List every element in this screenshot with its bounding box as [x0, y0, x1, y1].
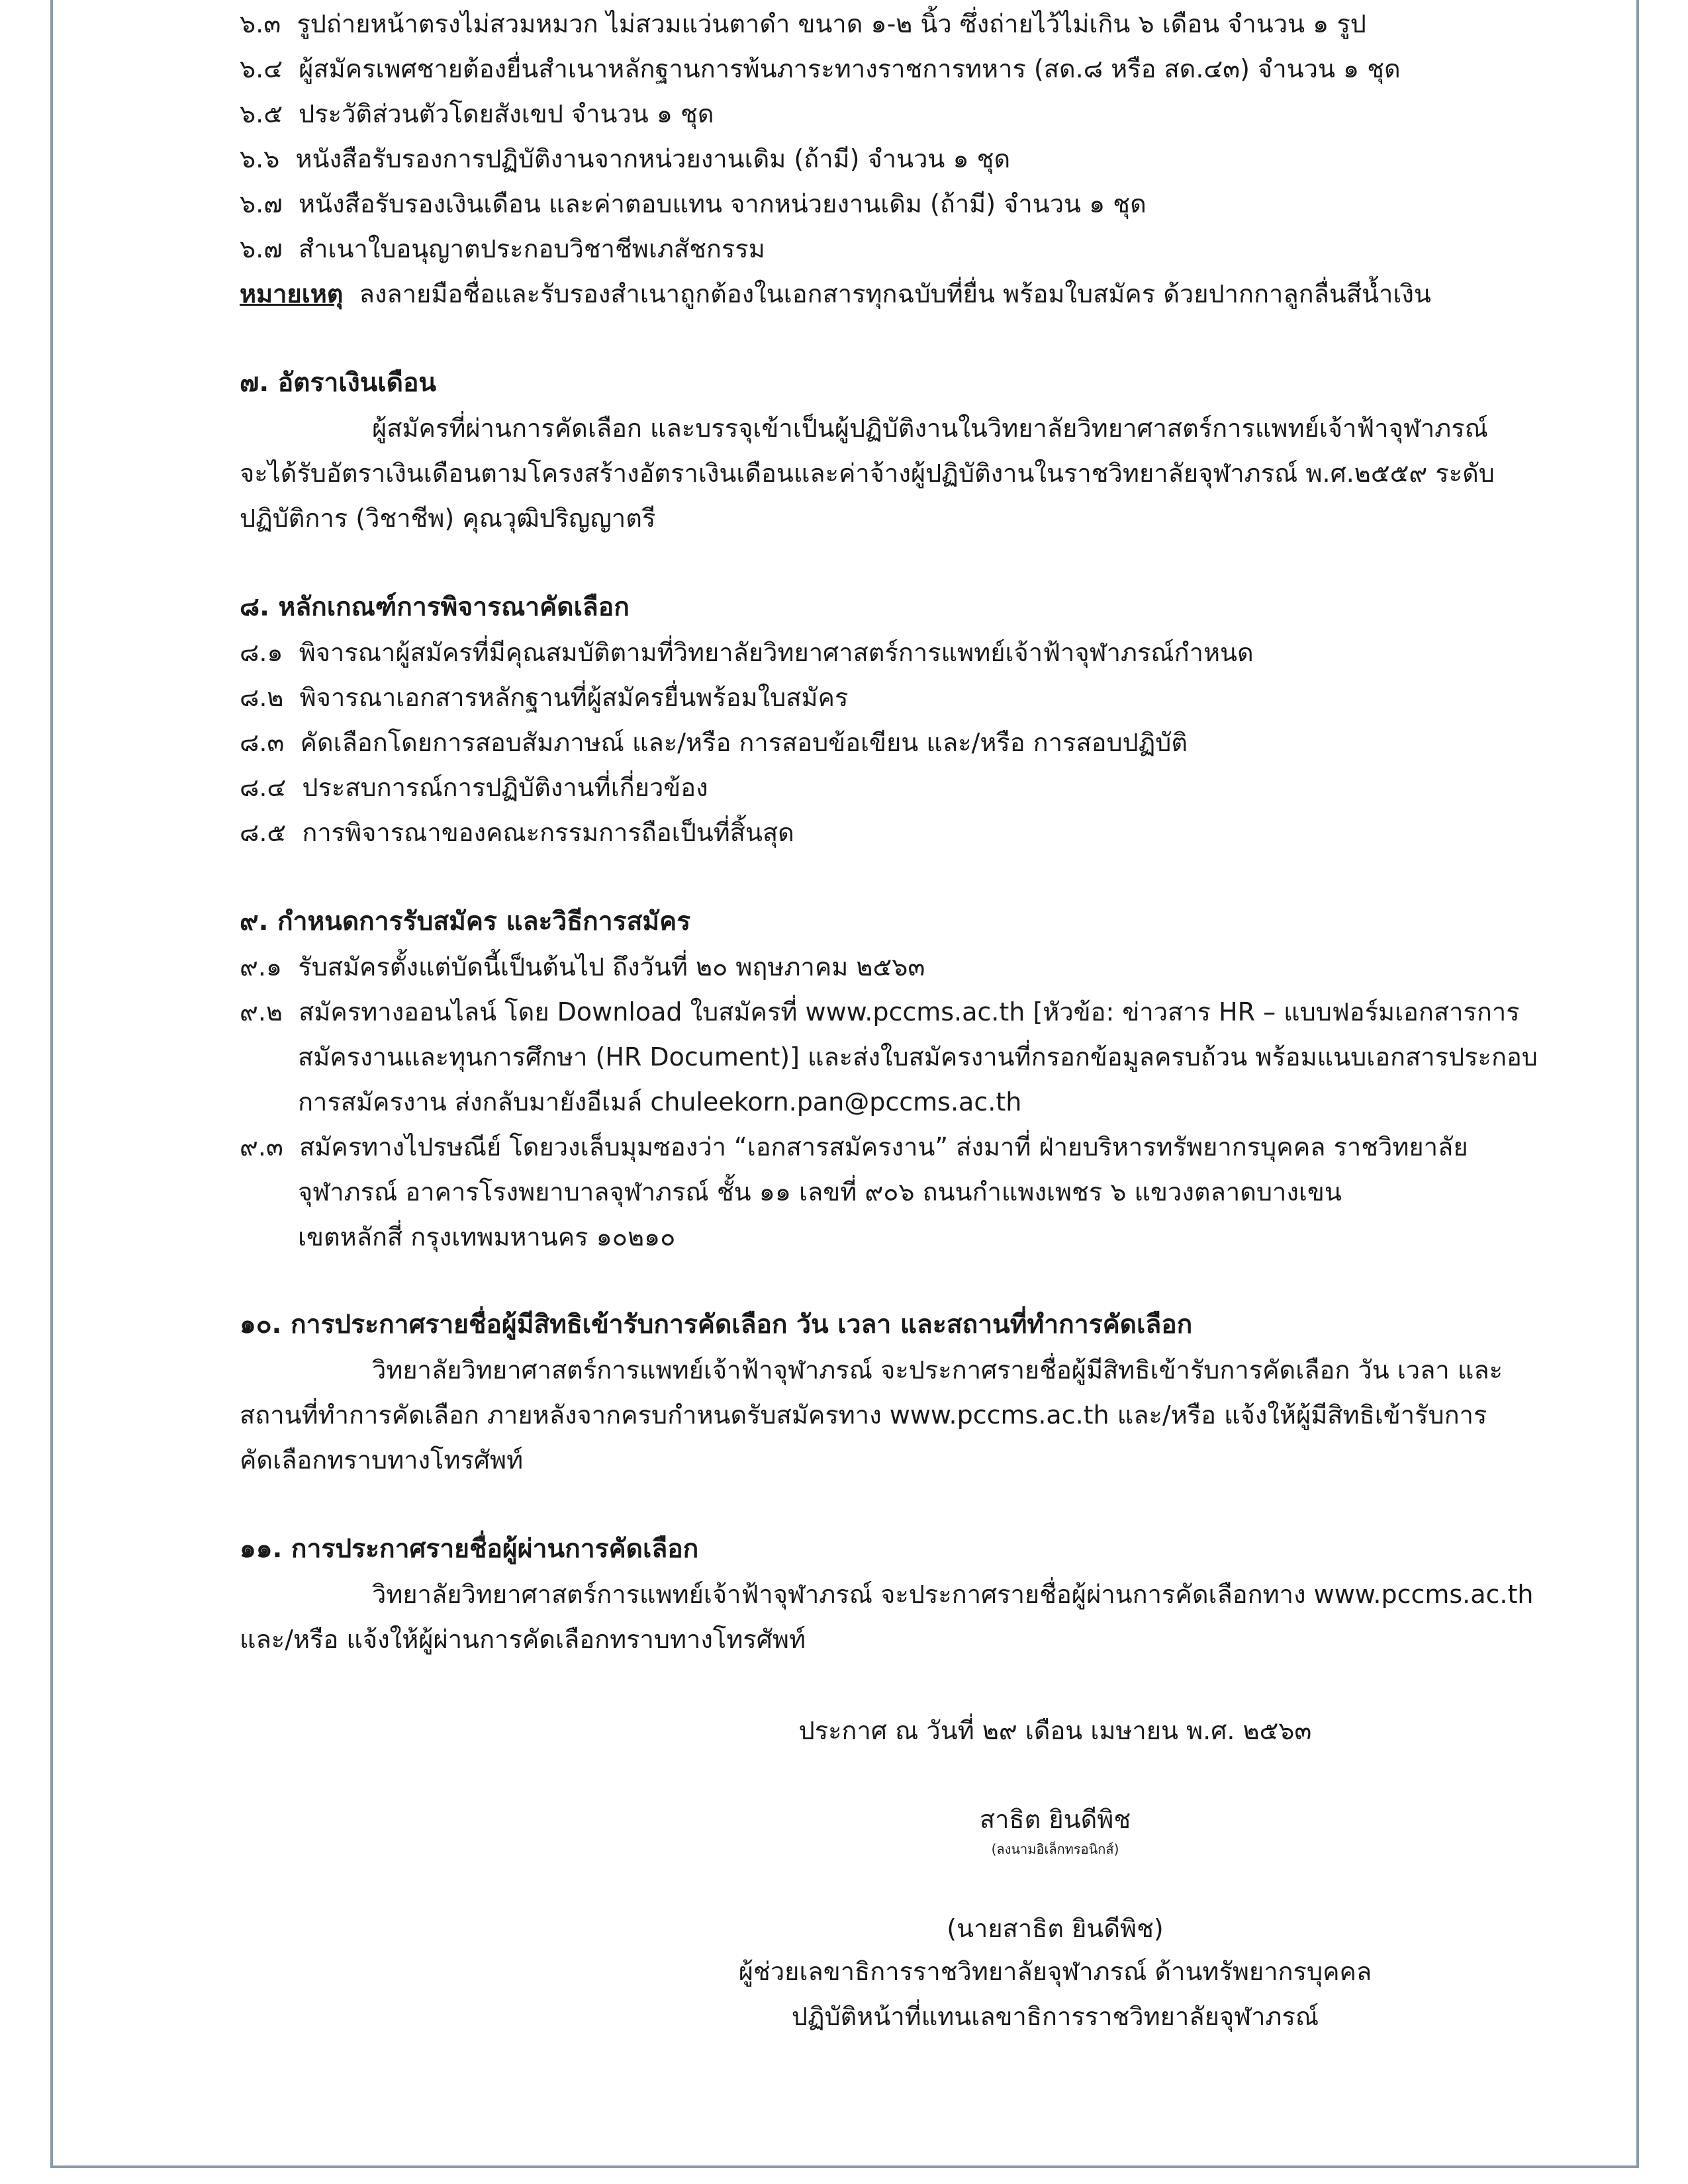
list-item: [240, 52, 1401, 86]
section-heading: ๑๑. การประกาศรายชื่อผู้ผ่านการคัดเลือก: [240, 1534, 699, 1564]
item-number: ๙.๒: [240, 997, 283, 1026]
item-number: ๖.๗: [240, 189, 283, 218]
signed-name: สาธิต ยินดีพิช: [979, 1805, 1131, 1834]
item-text: การพิจารณาของคณะกรรมการถือเป็นที่สิ้นสุด: [302, 818, 794, 847]
list-item: [240, 815, 794, 850]
page-frame-right: [1636, 0, 1639, 2168]
item-text: สำเนาใบอนุญาตประกอบวิชาชีพเภสัชกรรม: [298, 234, 765, 263]
list-item: [240, 97, 714, 131]
paragraph-line: ผู้สมัครที่ผ่านการคัดเลือก และบรรจุเข้าเป็นผู้ปฏิบัติงานในวิทยาลัยวิทยาศาสตร์การแพทย์เจ้าฟ้าจุฬาภรณ์: [372, 414, 1488, 443]
item-number: ๖.๓: [240, 9, 281, 38]
section-heading: ๗. อัตราเงินเดือน: [240, 368, 437, 398]
list-item: [240, 770, 708, 805]
list-item: [240, 995, 1520, 1029]
e-signature-note: (ลงนามอิเล็กทรอนิกส์): [991, 1841, 1119, 1857]
signatory-full-name: (นายสาธิต ยินดีพิช): [947, 1914, 1164, 1943]
list-item: [240, 635, 1254, 670]
item-text: รูปถ่ายหน้าตรงไม่สวมหมวก ไม่สวมแว่นตาดำ ขนาด ๑-๒ นิ้ว ซึ่งถ่ายไว้ไม่เกิน ๖ เดือน จำนวน ๑ รูป: [297, 9, 1366, 38]
paragraph-line: สถานที่ทำการคัดเลือก ภายหลังจากครบกำหนดรับสมัครทาง www.pccms.ac.th และ/หรือ แจ้งให้ผู้มีสิทธิเข้ารับการ: [240, 1400, 1487, 1430]
item-text: สมัครทางไปรษณีย์ โดยวงเล็บมุมซองว่า “เอกสารสมัครงาน” ส่งมาที่ ฝ่ายบริหารทรัพยากรบุคคล ราชวิทยาลัย: [299, 1132, 1468, 1161]
signatory-position-acting: ปฏิบัติหน้าที่แทนเลขาธิการราชวิทยาลัยจุฬาภรณ์: [791, 2002, 1319, 2031]
item-text: คัดเลือกโดยการสอบสัมภาษณ์ และ/หรือ การสอบข้อเขียน และ/หรือ การสอบปฏิบัติ: [300, 728, 1188, 757]
paragraph-line: และ/หรือ แจ้งให้ผู้ผ่านการคัดเลือกทราบทางโทรศัพท์: [240, 1625, 806, 1654]
item-number: ๘.๒: [240, 683, 284, 712]
item-text-continuation: จุฬาภรณ์ อาคารโรงพยาบาลจุฬาภรณ์ ชั้น ๑๑ เลขที่ ๙๐๖ ถนนกำแพงเพชร ๖ แขวงตลาดบางเขน: [298, 1177, 1342, 1206]
list-item: [240, 7, 1366, 41]
item-text: รับสมัครตั้งแต่บัดนี้เป็นต้นไป ถึงวันที่ ๒๐ พฤษภาคม ๒๕๖๓: [298, 952, 925, 981]
paragraph-line: คัดเลือกทราบทางโทรศัพท์: [240, 1445, 524, 1475]
page-frame-bottom: [50, 2165, 1639, 2168]
list-item: [240, 142, 1010, 176]
item-number: ๘.๑: [240, 638, 283, 667]
page-frame-left: [50, 0, 53, 2168]
item-text: พิจารณาเอกสารหลักฐานที่ผู้สมัครยื่นพร้อมใบสมัคร: [299, 683, 849, 712]
note-text: ลงลายมือชื่อและรับรองสำเนาถูกต้องในเอกสารทุกฉบับที่ยื่น พร้อมใบสมัคร ด้วยปากกาลูกลื่นสีน้ำเงิน: [359, 279, 1431, 308]
section-heading: ๑๐. การประกาศรายชื่อผู้มีสิทธิเข้ารับการคัดเลือก วัน เวลา และสถานที่ทำการคัดเลือก: [240, 1310, 1193, 1340]
announce-date: ประกาศ ณ วันที่ ๒๙ เดือน เมษายน พ.ศ. ๒๕๖๓: [798, 1716, 1312, 1745]
item-text-continuation: เขตหลักสี่ กรุงเทพมหานคร ๑๐๒๑๐: [298, 1222, 676, 1251]
list-item: [240, 680, 848, 715]
item-number: ๖.๕: [240, 99, 283, 128]
item-number: ๘.๕: [240, 818, 287, 847]
item-text: พิจารณาผู้สมัครที่มีคุณสมบัติตามที่วิทยาลัยวิทยาศาสตร์การแพทย์เจ้าฟ้าจุฬาภรณ์กำหนด: [299, 638, 1254, 667]
item-text: ประสบการณ์การปฏิบัติงานที่เกี่ยวข้อง: [302, 773, 708, 802]
item-text-continuation: การสมัครงาน ส่งกลับมายังอีเมล์ chuleekorn.pan@pccms.ac.th: [298, 1087, 1022, 1116]
item-number: ๙.๑: [240, 952, 283, 981]
list-item: [240, 187, 1147, 221]
item-text: หนังสือรับรองการปฏิบัติงานจากหน่วยงานเดิม (ถ้ามี) จำนวน ๑ ชุด: [295, 144, 1011, 173]
paragraph-line: จะได้รับอัตราเงินเดือนตามโครงสร้างอัตราเงินเดือนและค่าจ้างผู้ปฏิบัติงานในราชวิทยาลัยจุฬาภรณ์ พ.ศ.๒๕๕๙ ระดับ: [240, 459, 1495, 488]
paragraph-line: ปฏิบัติการ (วิชาชีพ) คุณวุฒิปริญญาตรี: [240, 504, 656, 533]
signatory-position: ผู้ช่วยเลขาธิการราชวิทยาลัยจุฬาภรณ์ ด้านทรัพยากรบุคคล: [738, 1957, 1372, 1986]
note-label: หมายเหตุ: [240, 279, 344, 308]
item-number: ๖.๖: [240, 144, 280, 173]
list-item: [240, 950, 925, 984]
item-text: หนังสือรับรองเงินเดือน และค่าตอบแทน จากหน่วยงานเดิม (ถ้ามี) จำนวน ๑ ชุด: [298, 189, 1147, 218]
item-number: ๙.๓: [240, 1132, 283, 1161]
item-text: ประวัติส่วนตัวโดยสังเขป จำนวน ๑ ชุด: [299, 99, 714, 128]
section-heading: ๙. กำหนดการรับสมัคร และวิธีการสมัคร: [240, 907, 691, 936]
item-text-continuation: สมัครงานและทุนการศึกษา (HR Document)] และส่งใบสมัครงานที่กรอกข้อมูลครบถ้วน พร้อมแนบเอกสารประกอบ: [298, 1042, 1538, 1071]
list-item: [240, 1130, 1468, 1164]
note: [240, 277, 1431, 311]
item-number: ๘.๔: [240, 773, 287, 802]
item-number: ๖.๔: [240, 54, 283, 83]
paragraph-line: วิทยาลัยวิทยาศาสตร์การแพทย์เจ้าฟ้าจุฬาภรณ์ จะประกาศรายชื่อผู้มีสิทธิเข้ารับการคัดเลือก วัน เวลา และ: [372, 1355, 1503, 1385]
section-heading: ๘. หลักเกณฑ์การพิจารณาคัดเลือก: [240, 592, 630, 622]
paragraph-line: วิทยาลัยวิทยาศาสตร์การแพทย์เจ้าฟ้าจุฬาภรณ์ จะประกาศรายชื่อผู้ผ่านการคัดเลือกทาง www.pccms.ac.th: [372, 1580, 1534, 1609]
item-number: ๘.๓: [240, 728, 285, 757]
item-number: ๖.๗: [240, 234, 283, 263]
list-item: [240, 725, 1188, 760]
list-item: [240, 232, 765, 266]
item-text: สมัครทางออนไลน์ โดย Download ใบสมัครที่ www.pccms.ac.th [หัวข้อ: ข่าวสาร HR – แบบฟอร์มเอกสารการ: [299, 997, 1520, 1026]
item-text: ผู้สมัครเพศชายต้องยื่นสำเนาหลักฐานการพ้นภาระทางราชการทหาร (สด.๘ หรือ สด.๔๓) จำนวน ๑ ชุด: [299, 54, 1401, 83]
